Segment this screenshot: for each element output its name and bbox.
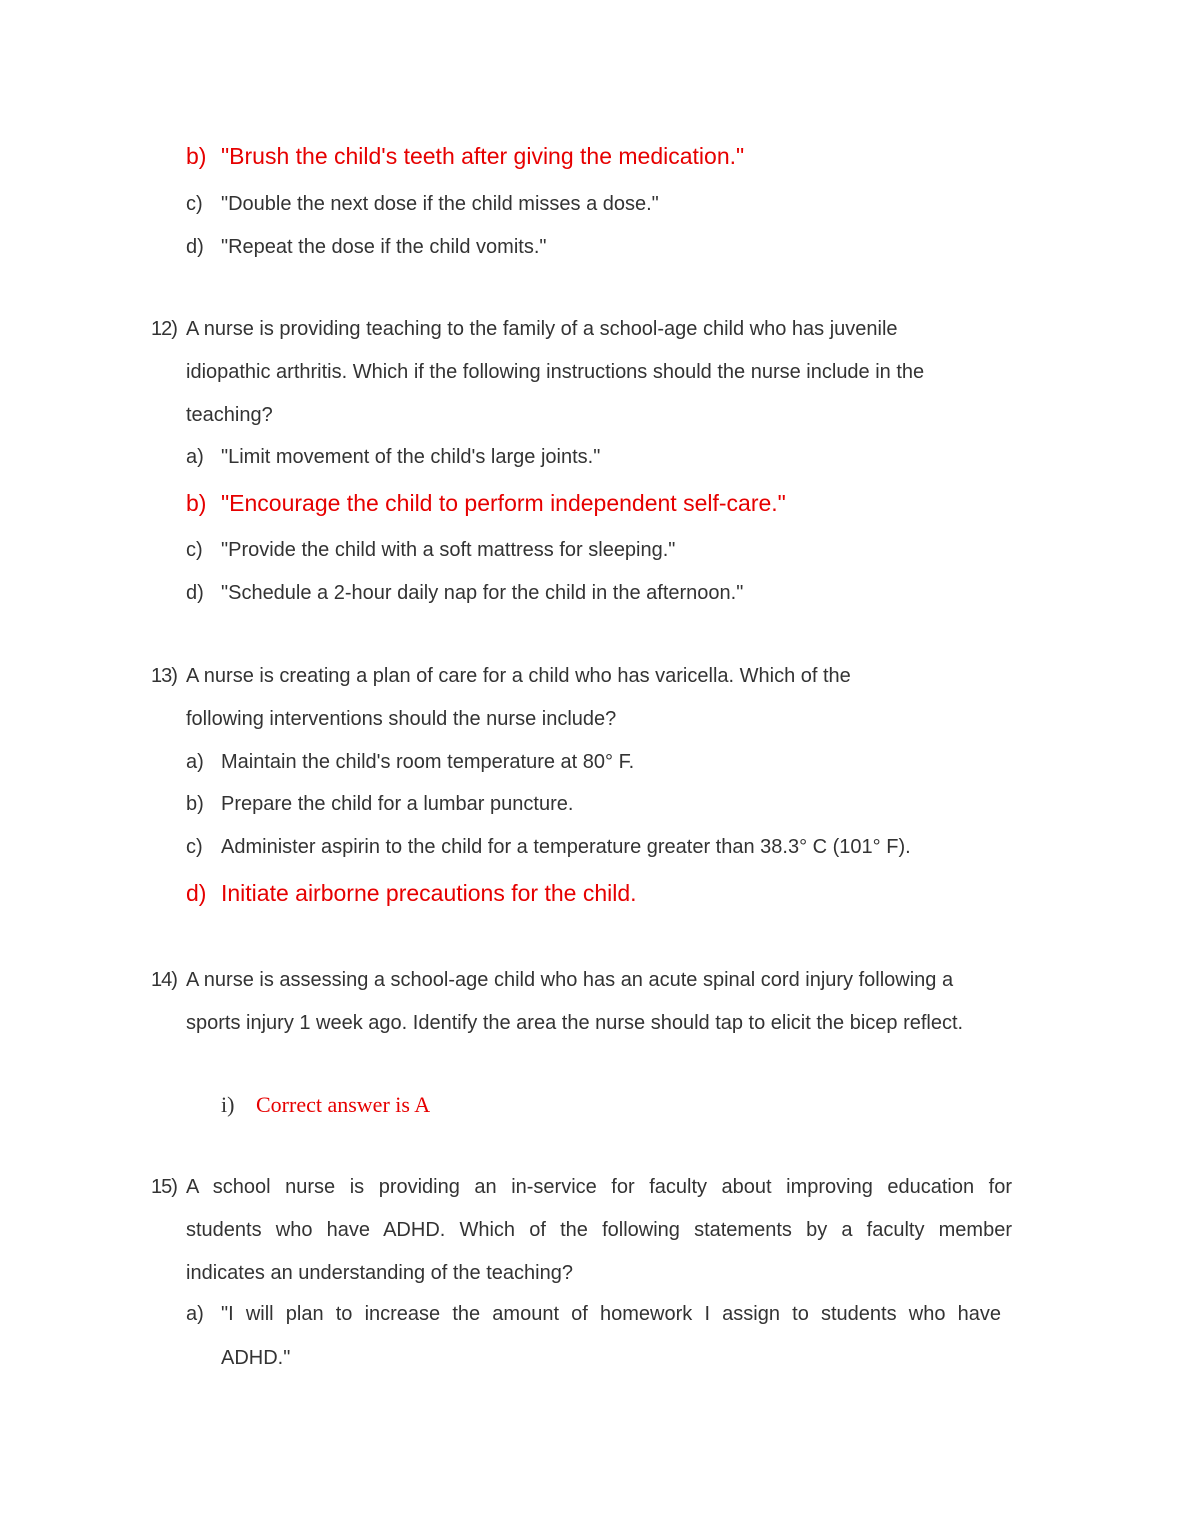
question-stem-line: following interventions should the nurse include? <box>186 708 617 730</box>
question-stem-line: A school nurse is providing an in-service for faculty about improving education for <box>186 1176 1012 1198</box>
question-stem-line: A nurse is providing teaching to the family of a school-age child who has juvenile <box>186 318 898 340</box>
option-text-line: "I will plan to increase the amount of homework I assign to students who have <box>221 1303 1001 1325</box>
option-label: c) <box>186 193 203 215</box>
option-label: c) <box>186 539 203 561</box>
option-text: Maintain the child's room temperature at 80° F. <box>221 751 635 773</box>
option-text: "Limit movement of the child's large joints." <box>221 446 601 468</box>
option-text-correct: Initiate airborne precautions for the child. <box>221 880 637 906</box>
question-number: 15) <box>151 1176 177 1198</box>
question-stem-line: A nurse is creating a plan of care for a child who has varicella. Which of the <box>186 665 851 687</box>
option-text: Prepare the child for a lumbar puncture. <box>221 793 574 815</box>
option-text-correct: "Encourage the child to perform independent self-care." <box>221 490 786 516</box>
question-stem-line: idiopathic arthritis. Which if the following instructions should the nurse include in the <box>186 361 925 383</box>
option-text: "Provide the child with a soft mattress for sleeping." <box>221 539 676 561</box>
question-stem-line: teaching? <box>186 404 273 426</box>
option-label: b) <box>186 490 207 516</box>
option-label: b) <box>186 143 207 169</box>
option-text: "Double the next dose if the child misses a dose." <box>221 193 659 215</box>
option-label: d) <box>186 236 204 258</box>
question-stem-line: students who have ADHD. Which of the following statements by a faculty member <box>186 1219 1012 1241</box>
option-text-correct: "Brush the child's teeth after giving the medication." <box>221 143 745 169</box>
answer-label: i) <box>221 1092 235 1117</box>
option-text-line: ADHD." <box>221 1347 291 1369</box>
option-label: a) <box>186 1303 204 1325</box>
question-stem-line: indicates an understanding of the teaching? <box>186 1262 573 1284</box>
option-label: d) <box>186 880 207 906</box>
option-text: "Schedule a 2-hour daily nap for the child in the afternoon." <box>221 582 744 604</box>
option-label: d) <box>186 582 204 604</box>
correct-answer-text: Correct answer is A <box>256 1092 431 1117</box>
option-text: "Repeat the dose if the child vomits." <box>221 236 547 258</box>
option-text: Administer aspirin to the child for a temperature greater than 38.3° C (101° F). <box>221 836 911 858</box>
option-label: b) <box>186 793 204 815</box>
option-label: c) <box>186 836 203 858</box>
question-number: 12) <box>151 318 177 340</box>
option-label: a) <box>186 446 204 468</box>
question-number: 14) <box>151 969 177 991</box>
question-stem-line: sports injury 1 week ago. Identify the area the nurse should tap to elicit the bicep reflect. <box>186 1012 964 1034</box>
question-number: 13) <box>151 665 177 687</box>
question-stem-line: A nurse is assessing a school-age child who has an acute spinal cord injury following a <box>186 969 954 991</box>
option-label: a) <box>186 751 204 773</box>
